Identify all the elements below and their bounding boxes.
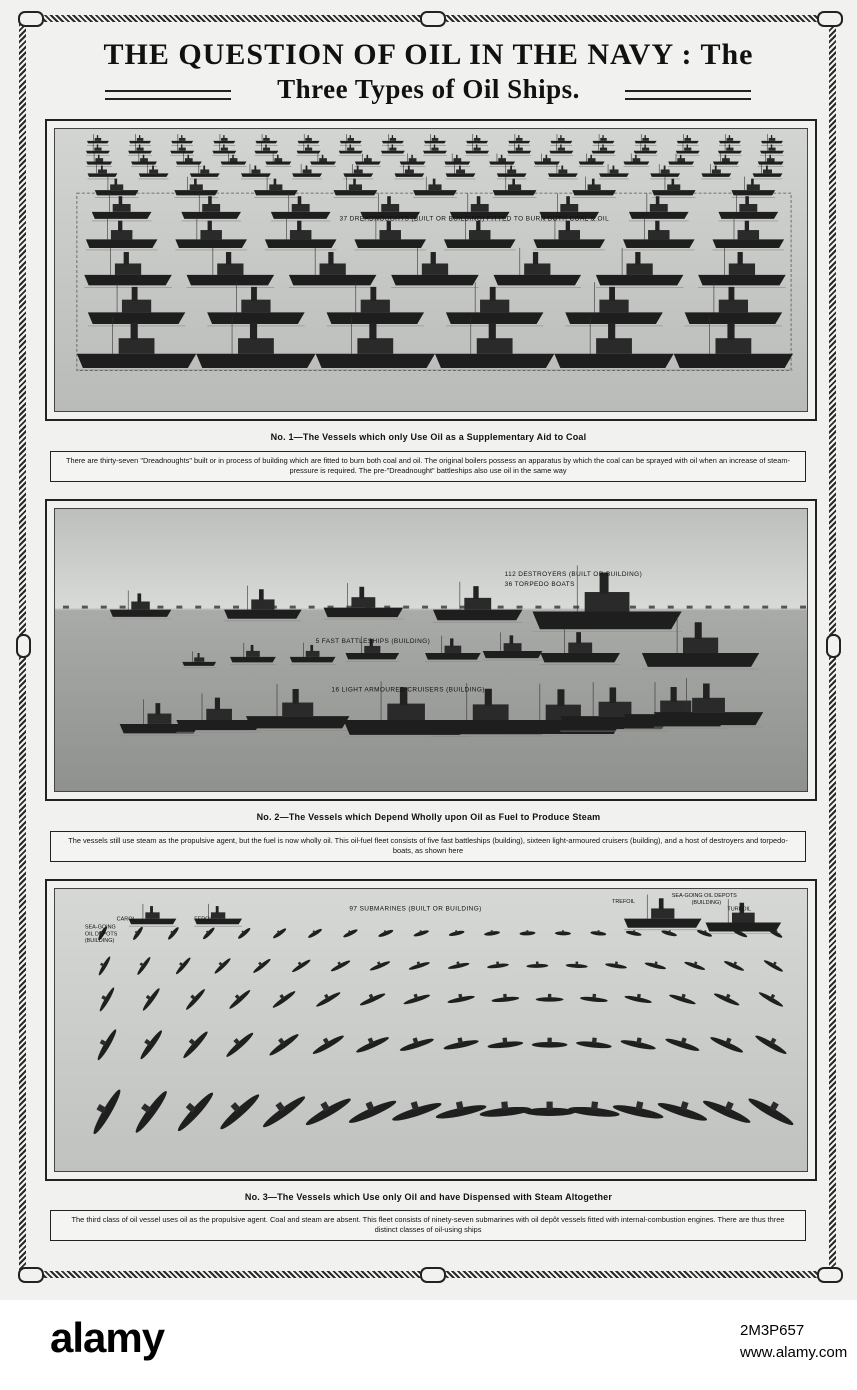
alamy-logo: alamy [50, 1314, 165, 1361]
title-rule-right [625, 90, 751, 100]
depots-left-label-1: SEA-GOING [84, 924, 116, 931]
distant-boat [762, 606, 768, 609]
rope-knot-bottom-center [420, 1267, 446, 1283]
distant-boat [157, 606, 163, 609]
panel-1-frame [45, 119, 817, 421]
rope-knot-right [826, 634, 841, 658]
distant-boat [781, 606, 787, 609]
panel-2-illustration [54, 508, 808, 792]
dreadnoughts-label: 37 DREADNOUGHTS (BUILT OR BUILDING) FITTED TO BURN BOTH COAL & OIL [339, 215, 610, 223]
torpedo-boats-label: 36 TORPEDO BOATS [504, 580, 575, 588]
distant-boat [195, 606, 201, 609]
page-subtitle: Three Types of Oil Ships. [277, 74, 580, 104]
panel-2-caption: The vessels still use steam as the propulsive agent, but the fuel is now wholly oil. This oil-fuel fleet consists of five fast battleships (building), sixteen light-armoured cruisers (building), and a host of destroyers and torpedo-boats, as shown here [50, 831, 806, 862]
distant-boat [668, 606, 674, 609]
distant-boat [441, 606, 447, 609]
submarines-label: 97 SUBMARINES (BUILT OR BUILDING) [349, 905, 482, 913]
depots-right-label-1: SEA-GOING OIL DEPOTS [671, 892, 737, 899]
turkoil-label: TURKOIL [727, 906, 752, 913]
rope-knot-bottom-right [817, 1267, 843, 1283]
distant-boat [573, 606, 579, 609]
trefoil-label: TREFOIL [612, 898, 636, 905]
depots-left-label-3: (BUILDING) [84, 938, 115, 945]
rope-knot-top-right [817, 11, 843, 27]
rope-knot-top-center [420, 11, 446, 27]
submarine-fleet [55, 889, 807, 1171]
distant-boat [554, 606, 560, 609]
distant-boat [517, 606, 523, 609]
panel-2-heading: No. 2—The Vessels which Depend Wholly upon Oil as Fuel to Produce Steam [256, 812, 601, 822]
carol-label: CAROL [116, 916, 136, 923]
depots-right-label-2: (BUILDING) [691, 899, 722, 906]
image-id: 2M3P657 [740, 1322, 805, 1339]
distant-boat [687, 606, 693, 609]
panel-3-caption: The third class of oil vessel uses oil as the propulsive agent. Coal and steam are absent. This fleet consists of ninety-seven submarines with oil depôt vessels fitted with internal-combustion engines. There are thus three distinct classes of oil-using ships [50, 1210, 806, 1241]
site-url: www.alamy.com [740, 1344, 848, 1361]
distant-boat [101, 606, 107, 609]
distant-boat [290, 606, 296, 609]
panel-1-heading: No. 1—The Vessels which only Use Oil as a Supplementary Aid to Coal [270, 432, 587, 442]
panel-3-frame [45, 879, 817, 1181]
panel-3-heading: No. 3—The Vessels which Use only Oil and have Dispensed with Steam Altogether [244, 1192, 613, 1202]
depots-left-label-2: OIL DEPOTS [84, 931, 118, 938]
panel-1-illustration [54, 128, 808, 412]
distant-boat [724, 606, 730, 609]
panel-3-illustration [54, 888, 808, 1172]
page-title: THE QUESTION OF OIL IN THE NAVY : The [103, 38, 754, 71]
distant-boat [743, 606, 749, 609]
distant-boat [233, 606, 239, 609]
distant-boat [403, 606, 409, 609]
distant-boat [800, 606, 806, 609]
panel-1-caption: There are thirty-seven "Dreadnoughts" built or in process of building which are fitted to burn both coal and oil. The original boilers possess an apparatus by which the coal can be sprayed with oil when an increase of steam-pressure is required. The pre-"Dreadnought" battleships also use oil in the same way [50, 451, 806, 482]
distant-boat [214, 606, 220, 609]
oil-fuel-fleet [55, 509, 807, 791]
distant-boat [309, 606, 315, 609]
distant-boat [706, 606, 712, 609]
panel-2-frame [45, 499, 817, 801]
stock-footer [0, 1300, 857, 1390]
distant-boat [176, 606, 182, 609]
battleships-label: 5 FAST BATTLESHIPS (BUILDING) [315, 638, 431, 646]
distant-boat [498, 606, 504, 609]
distant-boat [422, 606, 428, 609]
ferol-label: FEROL [194, 916, 213, 923]
distant-boat [82, 606, 88, 609]
distant-boat [535, 606, 541, 609]
destroyers-label: 112 DESTROYERS (BUILT OR BUILDING) [504, 571, 643, 579]
distant-boat [630, 606, 636, 609]
cruisers-label: 16 LIGHT ARMOURED CRUISERS (BUILDING) [331, 686, 485, 694]
rope-knot-bottom-left [18, 1267, 44, 1283]
distant-boat [649, 606, 655, 609]
distant-boat [63, 606, 69, 609]
dreadnoughts-fleet [55, 129, 807, 411]
distant-boat [120, 606, 126, 609]
rope-knot-top-left [18, 11, 44, 27]
rope-knot-left [16, 634, 31, 658]
